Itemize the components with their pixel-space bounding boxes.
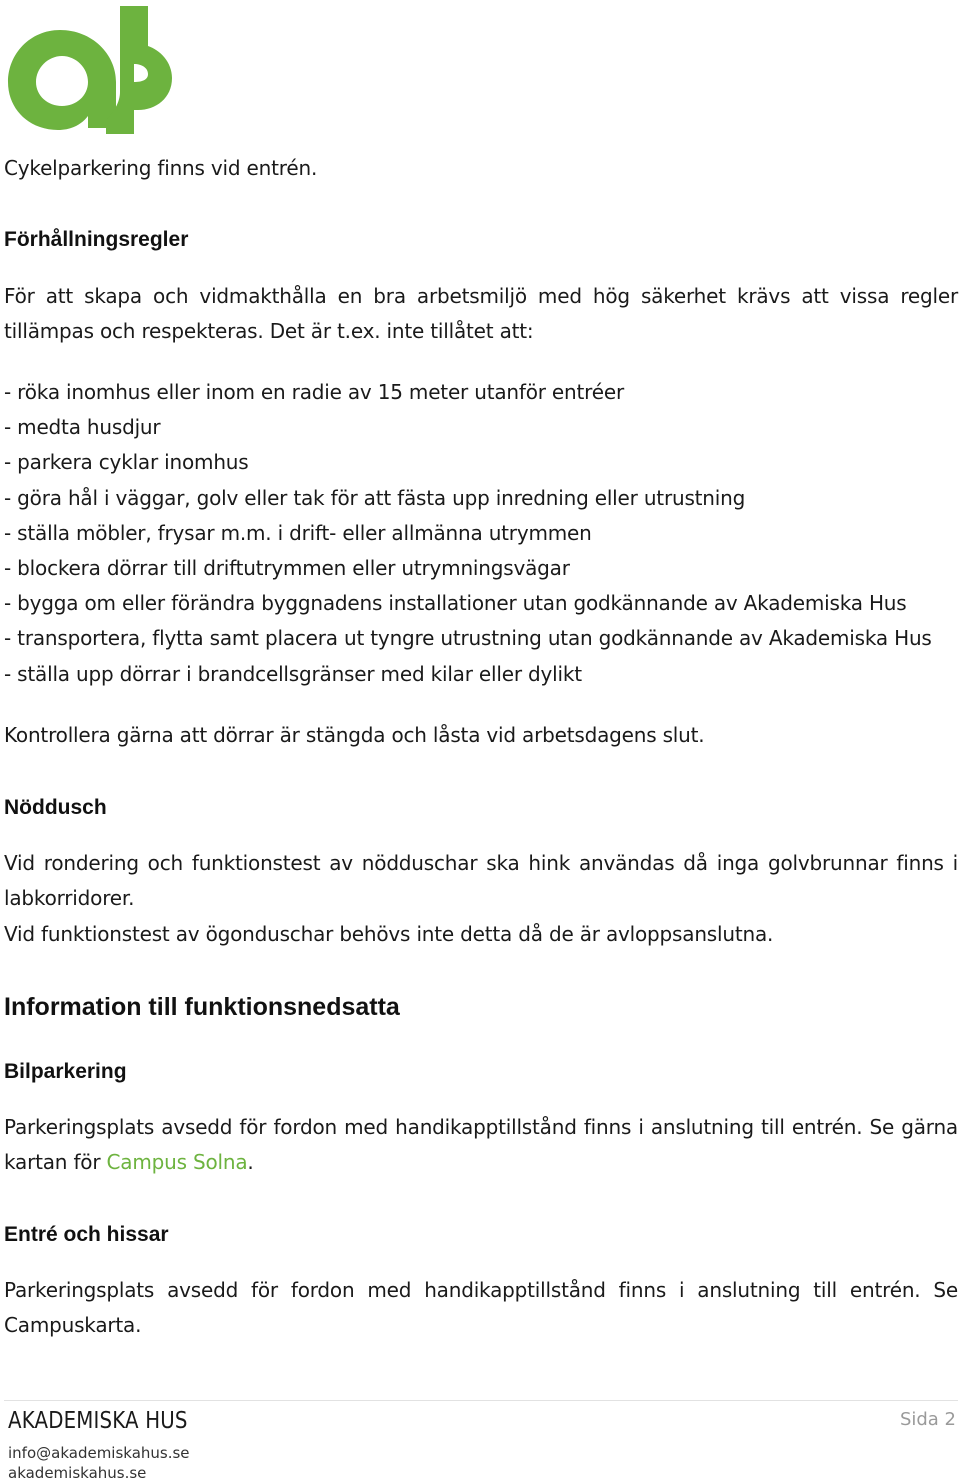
campus-solna-link[interactable]: Campus Solna [106, 1150, 248, 1174]
footer-website[interactable]: akademiskahus.se [8, 1464, 147, 1482]
list-item: - röka inomhus eller inom en radie av 15 meter utanför entréer [4, 380, 624, 404]
entrance-heading: Entré och hissar [4, 1223, 169, 1246]
list-item: - ställa möbler, frysar m.m. i drift- eller allmänna utrymmen [4, 520, 592, 545]
list-item: - transportera, flytta samt placera ut tyngre utrustning utan godkännande av Akademiska Hus [4, 626, 932, 651]
emergency-shower-para2: Vid funktionstest av ögonduschar behövs inte detta då de är avloppsanslutna. [4, 922, 774, 946]
list-item: - blockera dörrar till driftutrymmen eller utrymningsvägar [4, 556, 570, 581]
akademiska-hus-logo [2, 2, 174, 134]
page-number: Sida 2 [899, 1409, 956, 1430]
parking-text-before: Parkeringsplats avsedd för fordon med handikapptillstånd finns i anslutning till entrén. Se gärna kartan för [4, 1115, 958, 1174]
list-item: - ställa upp dörrar i brandcellsgränser med kilar eller dylikt [4, 661, 582, 686]
emergency-shower-para1: Vid rondering och funktionstest av nödduschar ska hink användas då inga golvbrunnar finns i labkorridorer. [4, 851, 958, 910]
rules-closing: Kontrollera gärna att dörrar är stängda och låsta vid arbetsdagens slut. [4, 723, 705, 747]
rules-heading: Förhållningsregler [4, 228, 189, 251]
emergency-shower-heading: Nöddusch [4, 796, 107, 819]
list-item: - parkera cyklar inomhus [4, 450, 249, 475]
parking-text-after: . [247, 1150, 254, 1174]
rules-list [4, 375, 932, 692]
entrance-text: Parkeringsplats avsedd för fordon med handikapptillstånd finns i anslutning till entrén. Se Campuskarta. [4, 1278, 958, 1337]
intro-text: Cykelparkering finns vid entrén. [4, 156, 318, 180]
accessibility-heading: Information till funktionsnedsatta [4, 993, 400, 1021]
list-item: - medta husdjur [4, 415, 161, 440]
footer-brand: AKADEMISKA HUS [8, 1408, 188, 1434]
rules-intro: För att skapa och vidmakthålla en bra arbetsmiljö med hög säkerhet krävs att vissa regler tillämpas och respekteras. Det är t.ex. inte tillåtet att: [4, 284, 958, 343]
parking-text [4, 1110, 958, 1180]
list-item: - göra hål i väggar, golv eller tak för att fästa upp inredning eller utrustning [4, 485, 746, 510]
list-item: - bygga om eller förändra byggnadens installationer utan godkännande av Akademiska Hus [4, 591, 907, 616]
parking-heading: Bilparkering [4, 1060, 127, 1083]
footer-email[interactable]: info@akademiskahus.se [8, 1444, 190, 1462]
footer-divider [4, 1400, 958, 1401]
